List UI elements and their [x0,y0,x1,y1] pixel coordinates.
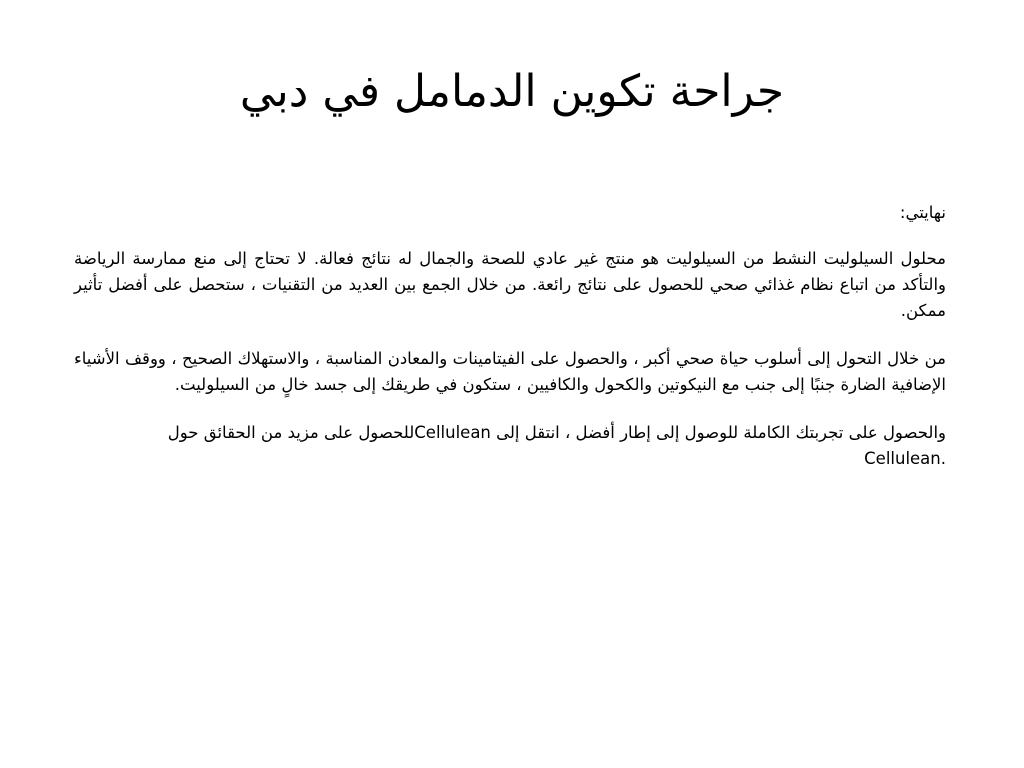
intro-label: نهايتي: [899,203,946,222]
paragraph-3-after: للحصول على مزيد من الحقائق حول [167,423,415,442]
paragraph-3 [74,420,946,472]
brand-name-closing: Cellulean. [864,449,946,468]
slide-title: جراحة تكوين الدمامل في دبي [239,66,785,117]
brand-name-link[interactable]: Cellulean [414,423,491,442]
paragraph-1: محلول السيلوليت النشط من السيلوليت هو منتج غير عادي للصحة والجمال له نتائج فعالة. لا تحتاج إلى منع ممارسة الرياضة والتأكد من اتباع نظام غذائي صحي للحصول على نتائج رائعة. من خلال الجمع بين العديد من التقنيات ، ستحصل على أفضل تأثير ممكن. [74,249,946,320]
paragraph-2: من خلال التحول إلى أسلوب حياة صحي أكبر ، والحصول على الفيتامينات والمعادن المناسبة ، والاستهلاك الصحيح ، ووقف الأشياء الإضافية الضارة جنبًا إلى جنب مع النيكوتين والكحول والكافيين ، ستكون في طريقك إلى جسد خالٍ من السيلوليت. [74,349,946,394]
slide-body [74,200,946,494]
paragraph-3-before: والحصول على تجربتك الكاملة للوصول إلى إطار أفضل ، انتقل إلى [490,423,946,442]
